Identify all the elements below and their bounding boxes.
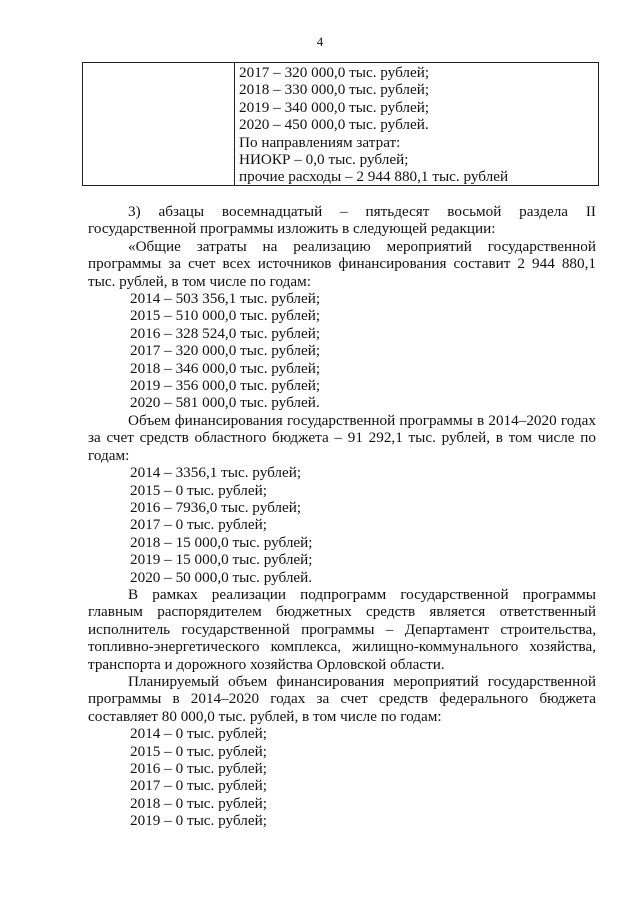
list-item: 2018 – 346 000,0 тыс. рублей;	[130, 359, 321, 377]
table-line: 2018 – 330 000,0 тыс. рублей;	[239, 81, 430, 99]
year-list-federal	[88, 725, 596, 829]
paragraph-federal-budget: Планируемый объем финансирования мероприятий государственной программы в 2014–2020 годах за счет средств федерального бюджета составляет 80 000,0 тыс. рублей, в том числе по годам:	[88, 672, 596, 725]
table-line: НИОКР – 0,0 тыс. рублей;	[239, 151, 409, 169]
list-item: 2020 – 581 000,0 тыс. рублей.	[130, 394, 320, 412]
paragraph-total-costs: «Общие затраты на реализацию мероприятий государственной программы за счет всех источников финансирования составит 2 944 880,1 тыс. рублей, в том числе по годам:	[88, 237, 596, 290]
financing-table	[82, 62, 599, 186]
list-item: 2015 – 510 000,0 тыс. рублей;	[130, 307, 321, 325]
list-item: 2014 – 3356,1 тыс. рублей;	[130, 464, 302, 482]
table-line: 2019 – 340 000,0 тыс. рублей;	[239, 98, 430, 116]
list-item: 2016 – 0 тыс. рублей;	[130, 760, 267, 777]
table-line: прочие расходы – 2 944 880,1 тыс. рублей	[239, 168, 509, 186]
table-line: 2020 – 450 000,0 тыс. рублей.	[239, 116, 429, 134]
paragraph-regional-budget: Объем финансирования государственной программы в 2014–2020 годах за счет средств областного бюджета – 91 292,1 тыс. рублей, в том числе по годам:	[88, 411, 596, 464]
list-item: 2016 – 328 524,0 тыс. рублей;	[130, 324, 321, 342]
year-list-total	[88, 290, 596, 412]
list-item: 2015 – 0 тыс. рублей;	[130, 742, 267, 760]
list-item: 2014 – 0 тыс. рублей;	[130, 725, 267, 743]
list-item: 2019 – 15 000,0 тыс. рублей;	[130, 551, 313, 569]
page-number: 4	[316, 34, 324, 49]
year-list-regional	[88, 464, 596, 586]
list-item: 2015 – 0 тыс. рублей;	[130, 481, 267, 499]
document-body	[88, 203, 596, 830]
table-line: 2017 – 320 000,0 тыс. рублей;	[239, 64, 430, 81]
list-item: 2014 – 503 356,1 тыс. рублей;	[130, 290, 321, 308]
list-item: 2020 – 50 000,0 тыс. рублей.	[130, 568, 313, 586]
list-item: 2019 – 356 000,0 тыс. рублей;	[130, 377, 321, 395]
list-item: 2017 – 0 тыс. рублей;	[130, 516, 267, 534]
list-item: 2017 – 0 тыс. рублей;	[130, 777, 267, 795]
table-left-cell	[83, 63, 235, 185]
paragraph-amendment: 3) абзацы восемнадцатый – пятьдесят восьмой раздела II государственной программы изложить в следующей редакции:	[88, 203, 596, 238]
table-right-cell	[235, 63, 598, 186]
list-item: 2016 – 7936,0 тыс. рублей;	[130, 498, 302, 516]
list-item: 2017 – 320 000,0 тыс. рублей;	[130, 342, 321, 360]
paragraph-subprograms: В рамках реализации подпрограмм государственной программы главным распорядителем бюджетных средств является ответственный исполнитель государственной программы – Департамент строительства, топливно-энергетического комплекса, жилищно-коммунального хозяйства, транспорта и дорожного хозяйства Орловской области.	[88, 585, 596, 673]
list-item: 2019 – 0 тыс. рублей;	[130, 812, 267, 830]
list-item: 2018 – 15 000,0 тыс. рублей;	[130, 533, 313, 551]
table-line: По направлениям затрат:	[239, 133, 401, 151]
list-item: 2018 – 0 тыс. рублей;	[130, 794, 267, 812]
